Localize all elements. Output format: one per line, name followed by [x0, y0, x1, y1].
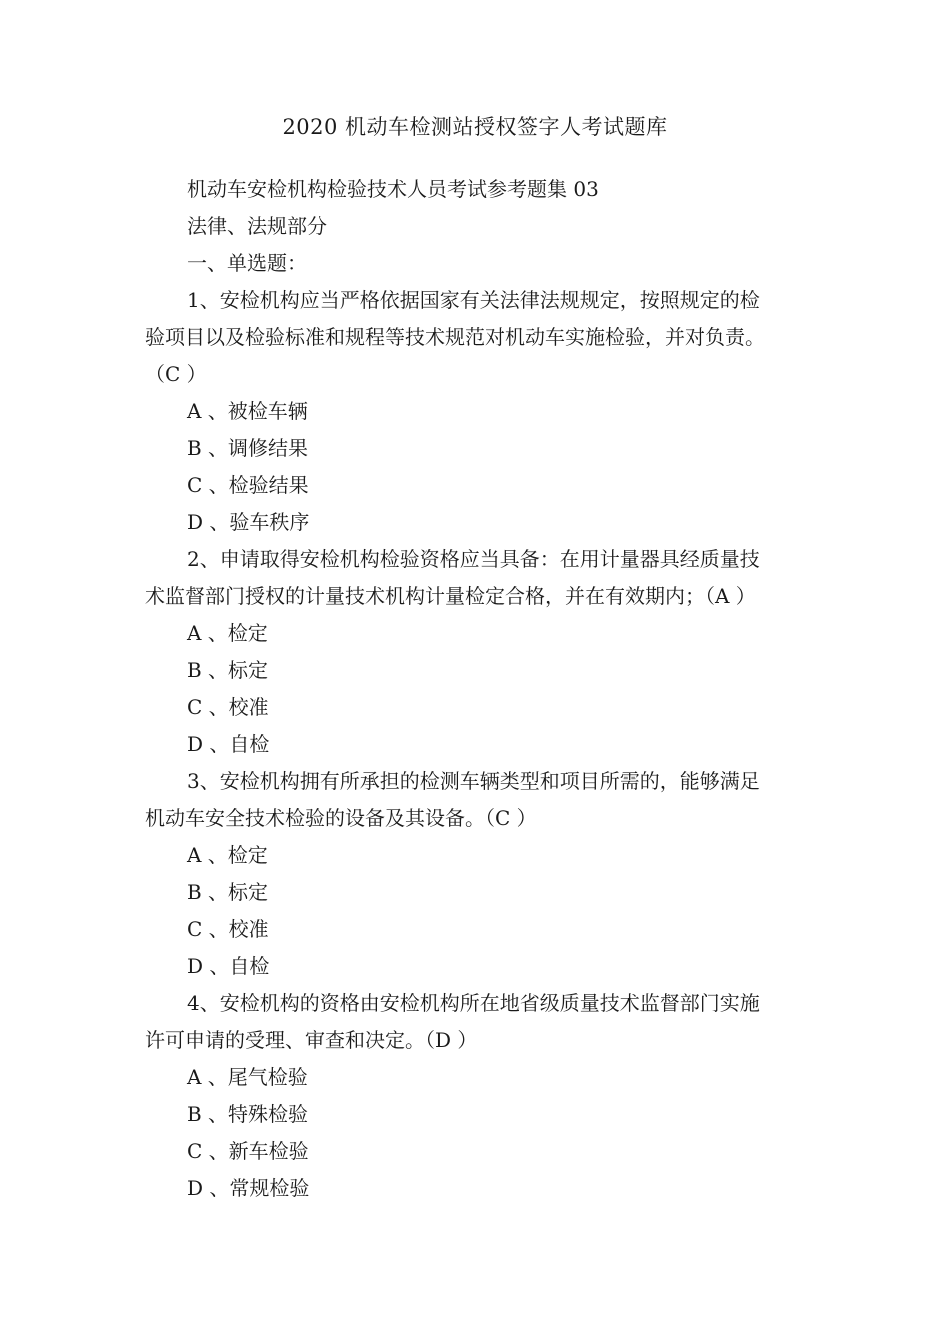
document-title: 2020 机动车检测站授权签字人考试题库 — [282, 115, 668, 139]
document-subtitle: 机动车安检机构检验技术人员考试参考题集 03 — [187, 177, 599, 201]
question-2-option-c: C 、校准 — [187, 695, 269, 719]
part-heading: 一、单选题： — [187, 251, 307, 275]
question-1-option-a: A 、被检车辆 — [187, 399, 308, 423]
question-4-line-2: 许可申请的受理、审查和决定。（D ） — [145, 1028, 478, 1052]
question-1-line-1: 1、安检机构应当严格依据国家有关法律法规规定，按照规定的检 — [187, 288, 760, 312]
question-1-option-b: B 、调修结果 — [187, 436, 309, 460]
question-3-option-c: C 、校准 — [187, 917, 269, 941]
question-1-option-d: D 、验车秩序 — [187, 510, 310, 534]
question-4-line-1: 4、安检机构的资格由安检机构所在地省级质量技术监督部门实施 — [187, 991, 760, 1015]
question-4-option-b: B 、特殊检验 — [187, 1102, 309, 1126]
question-3-line-2: 机动车安全技术检验的设备及其设备。（C ） — [145, 806, 537, 830]
question-3-option-d: D 、自检 — [187, 954, 270, 978]
question-3-option-b: B 、标定 — [187, 880, 269, 904]
question-3-line-1: 3、安检机构拥有所承担的检测车辆类型和项目所需的，能够满足 — [187, 769, 760, 793]
section-heading: 法律、法规部分 — [187, 214, 327, 238]
question-1-option-c: C 、检验结果 — [187, 473, 309, 497]
question-1-answer: （C ） — [145, 362, 207, 386]
question-4-option-d: D 、常规检验 — [187, 1176, 310, 1200]
question-4-option-c: C 、新车检验 — [187, 1139, 309, 1163]
question-2-option-b: B 、标定 — [187, 658, 269, 682]
question-4-option-a: A 、尾气检验 — [187, 1065, 308, 1089]
question-3-option-a: A 、检定 — [187, 843, 268, 867]
question-1-line-2: 验项目以及检验标准和规程等技术规范对机动车实施检验，并对负责。 — [145, 325, 765, 349]
question-2-option-a: A 、检定 — [187, 621, 268, 645]
question-2-option-d: D 、自检 — [187, 732, 270, 756]
question-2-line-1: 2、申请取得安检机构检验资格应当具备：在用计量器具经质量技 — [187, 547, 760, 571]
question-2-line-2: 术监督部门授权的计量技术机构计量检定合格，并在有效期内；（A ） — [145, 584, 756, 608]
